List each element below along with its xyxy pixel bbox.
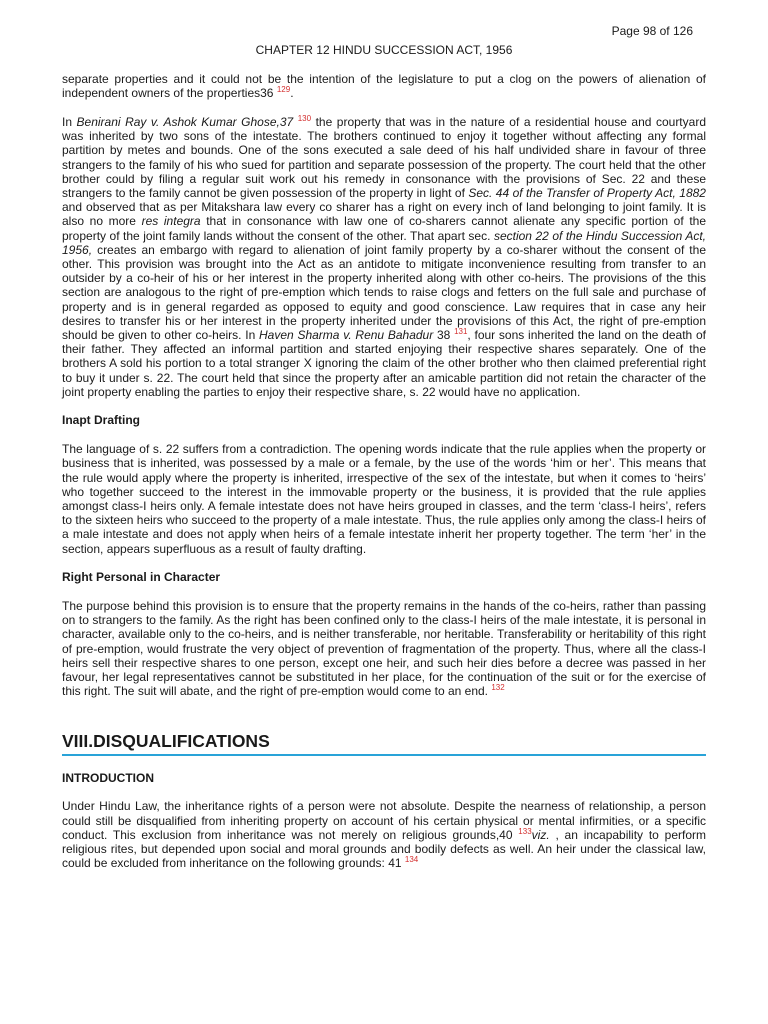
paragraph-text: separate properties and it could not be the intention of the legislature to put a clog on the powers of alienation of independent owners of the properties36 (62, 72, 706, 101)
paragraph-text: , an incapability to perform religious rites, but depended upon social and moral grounds and bodily defects as well. An heir under the classical law, could be excluded from inheritance on the following grounds: 41 (62, 827, 706, 871)
paragraph: The language of s. 22 suffers from a contradiction. The opening words indicate that the rule applies when the property or business that is inherited, was possessed by a male or a female, by the use of the words ‘him or her’. This means that the rule would apply where the property is inherited, irrespective of the sex of the intestate, but when it comes to ‘heirs’ who together succeed to the interest in the immovable property or the business, it is provided that the rule applies amongst class-I heirs only. A female intestate does not have heirs grouped in classes, and the term ‘class-I heirs’, refers to the sixteen heirs who succeed to the property of a male intestate. Thus, the rule applies only among the class-I heirs of a male intestate and does not apply when heirs of a female intestate inherit her property together. The term ‘her’ in the section, appears superfluous as a result of faulty drafting. (62, 442, 706, 556)
paragraph-text: , four sons inherited the land on the death of their father. They affected an informal partition and started enjoying their respective shares separately. One of the brothers A sold his portion to a total stranger X ignoring the claim of the other brother who then claimed preferential right to buy it under s. 22. The court held that since the property after an amicable partition did not retain the character of the joint property enabling the parties to enjoy their respective share, s. 22 would have no application. (62, 327, 706, 399)
case-name: Benirani Ray v. Ashok Kumar Ghose,37 (76, 114, 298, 129)
footnote-ref[interactable]: 131 (454, 326, 468, 336)
paragraph (62, 599, 706, 698)
document-body (62, 72, 706, 870)
paragraph (62, 72, 706, 100)
section-title: VIII.DISQUALIFICATIONS (62, 734, 706, 755)
paragraph-text: and observed that as per Mitakshara law every co sharer has a right on every inch of land belonging to joint family. It is also no more (62, 200, 706, 229)
paragraph-text: . (290, 86, 294, 101)
paragraph (62, 799, 706, 870)
footnote-ref[interactable]: 134 (404, 855, 419, 865)
paragraph-text: In (62, 114, 77, 129)
latin-term: viz. (531, 827, 550, 842)
chapter-header: CHAPTER 12 HINDU SUCCESSION ACT, 1956 (255, 43, 513, 57)
paragraph-text: creates an embargo with regard to alienation of joint family property by a co-sharer without the consent of the other. This provision was brought into the Act as an antidote to mitigate inconvenience resulting from transfer to an outsider by a co-heir of his or her interest in the property inherited along with other co-heirs. The provisions of the this section are analogous to the right of pre-emption which tends to raise clogs and fetters on the full sale and purchase of property and is in general regarded as opposed to equity and good conscience. Law requires that in case any heir desires to transfer his or her interest in the property inherited under the provisions of this Act, the right of pre-emption should be given to other co-heirs. In (62, 242, 706, 342)
footnote-ref[interactable]: 132 (491, 683, 505, 693)
footnote-ref[interactable]: 133 (518, 826, 532, 836)
footnote-ref[interactable]: 130 (297, 113, 312, 123)
page-number: Page 98 of 126 (611, 24, 693, 38)
paragraph-text: that in consonance with law one of co-sharers cannot alienate any specific portion of the property of the joint family lands without the consent of the other. That apart sec. (62, 214, 706, 243)
statute-name: section 22 of the Hindu Succession Act, 1956, (62, 228, 706, 257)
paragraph-text: 38 (433, 327, 455, 342)
footnote-ref[interactable]: 129 (276, 85, 291, 95)
subheading-inapt-drafting: Inapt Drafting (62, 413, 140, 428)
case-name: Haven Sharma v. Renu Bahadur (259, 327, 434, 342)
paragraph-text: Under Hindu Law, the inheritance rights of a person were not absolute. Despite the nearness of relationship, a person could still be disqualified from inheriting property on account of his certain physical or mental infirmities, or a specific conduct. This exclusion from inheritance was not merely on religious grounds,40 (62, 799, 706, 842)
subheading-right-personal: Right Personal in Character (62, 570, 221, 585)
paragraph-text: The purpose behind this provision is to ensure that the property remains in the hands of the co-heirs, rather than passing on to strangers to the family. As the right has been confined only to the class-I heirs of the male intestate, it is personal in character, available only to the co-heirs, and is neither transferable, nor heritable. Transferability or heritability of this right of pre-emption, would frustrate the very object of prevention of fragmentation of the property. Thus, where all the class-I heirs sell their respective shares to one person, except one heir, and such heir dies before a decree was passed in her favour, her legal representatives cannot be substituted in her place, for the continuation of the suit or for the exercise of this right. The suit will abate, and the right of pre-emption would come to an end. (62, 599, 706, 699)
subheading-introduction: INTRODUCTION (62, 770, 154, 785)
statute-name: Sec. 44 of the Transfer of Property Act, 1882 (468, 185, 706, 200)
paragraph (62, 115, 706, 399)
paragraph-text: the property that was in the nature of a residential house and courtyard was inherited by two sons of the intestate. The brothers continued to enjoy it together without affecting any formal partition by metes and bounds. One of the sons executed a sale deed of his half undivided share in favour of three strangers to the family of his who sued for partition and separate possession of the property. The court held that the other brother could by filing a regular suit work out his remedy in consonance with the provisions of Sec. 22 and these strangers to the family cannot be given possession of the property in light of (62, 114, 706, 200)
latin-term: res integra (141, 214, 201, 229)
